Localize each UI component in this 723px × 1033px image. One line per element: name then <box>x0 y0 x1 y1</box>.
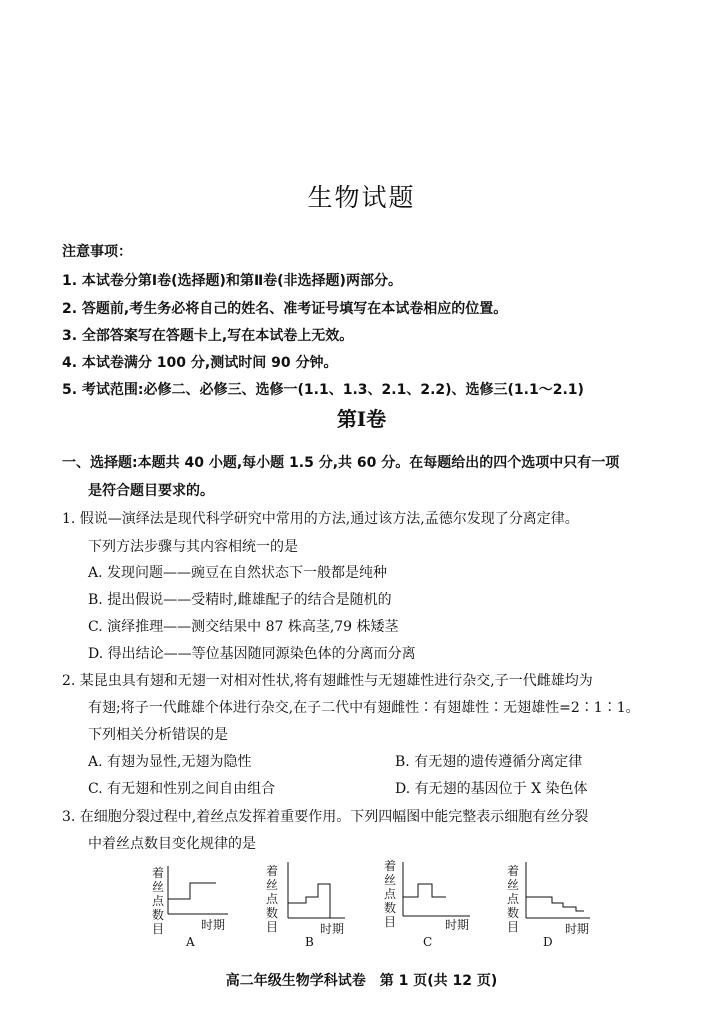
graph-a-ylabel-char: 目 <box>152 922 165 936</box>
note-item: 2. 答题前,考生务必将自己的姓名、准考证号填写在本试卷相应的位置。 <box>62 301 508 317</box>
question-1-option-a: A. 发现问题——豌豆在自然状态下一般都是纯种 <box>88 565 388 581</box>
graph-d-ylabel-char: 目 <box>507 920 520 934</box>
notes-heading: 注意事项： <box>62 244 132 260</box>
graph-d-ylabel-char: 着 <box>507 864 520 878</box>
graph-c <box>384 859 470 949</box>
graph-d-ylabel-char: 丝 <box>507 878 520 892</box>
volume-title: 第Ⅰ卷 <box>336 407 387 431</box>
graph-c-ylabel-char: 数 <box>384 901 397 915</box>
question-2-stem: 2. 某昆虫具有翅和无翅一对相对性状,将有翅雌性与无翅雄性进行杂交,子一代雌雄均为 <box>62 673 593 689</box>
question-2-option-a: A. 有翅为显性,无翅为隐性 <box>88 754 252 770</box>
question-1-stem: 1. 假说—演绎法是现代科学研究中常用的方法,通过该方法,孟德尔发现了分离定律。 <box>62 511 579 527</box>
graph-d-xlabel: 时期 <box>565 922 590 936</box>
graph-d-curve <box>526 897 584 911</box>
question-2-stem-cont2: 下列相关分析错误的是 <box>88 727 228 743</box>
graph-b-ylabel-char: 丝 <box>266 878 279 892</box>
graph-d <box>507 862 590 949</box>
note-item: 4. 本试卷满分 100 分,测试时间 90 分钟。 <box>62 355 338 371</box>
question-1-option-b: B. 提出假说——受精时,雌雄配子的结合是随机的 <box>88 592 392 608</box>
question-2-option-d: D. 有无翅的基因位于 X 染色体 <box>395 781 588 797</box>
question-2-stem-cont: 有翅;将子一代雌雄个体进行杂交,在子二代中有翅雌性∶有翅雄性∶无翅雄性=2∶1∶1。 <box>88 700 640 716</box>
question-1-option-d: D. 得出结论——等位基因随同源染色体的分离而分离 <box>88 646 416 662</box>
graph-b-curve <box>288 884 330 918</box>
graph-a <box>152 866 228 949</box>
page-title: 生物试题 <box>307 183 416 212</box>
section-instructions-cont: 是符合题目要求的。 <box>88 483 214 499</box>
graph-b-ylabel-char: 着 <box>266 864 279 878</box>
note-item: 3. 全部答案写在答题卡上,写在本试卷上无效。 <box>62 328 354 344</box>
question-1-stem-cont: 下列方法步骤与其内容相统一的是 <box>88 539 298 555</box>
graph-d-ylabel-char: 数 <box>507 906 520 920</box>
question-3-stem: 3. 在细胞分裂过程中,着丝点发挥着重要作用。下列四幅图中能完整表示细胞有丝分裂 <box>62 809 589 825</box>
note-item: 5. 考试范围:必修二、必修三、选修一(1.1、1.3、2.1、2.2)、选修三(1.1～2.1) <box>62 382 584 398</box>
page-footer: 高二年级生物学科试卷 第 1 页(共 12 页) <box>225 973 498 989</box>
graph-b-ylabel-char: 数 <box>266 906 279 920</box>
graph-b-xlabel: 时期 <box>320 922 345 936</box>
graph-d-ylabel-char: 点 <box>507 892 520 906</box>
graph-a-ylabel-char: 着 <box>152 866 165 880</box>
graph-b-ylabel-char: 目 <box>266 920 279 934</box>
graph-c-curve <box>403 884 446 897</box>
graph-a-ylabel-char: 数 <box>152 908 165 922</box>
graph-b-ylabel-char: 点 <box>266 892 279 906</box>
graph-c-label: C <box>423 935 433 949</box>
graph-c-ylabel-char: 目 <box>384 915 397 929</box>
graph-c-ylabel-char: 着 <box>384 859 397 873</box>
graph-c-ylabel-char: 丝 <box>384 873 397 887</box>
question-2-option-b: B. 有无翅的遗传遵循分离定律 <box>395 754 583 770</box>
graph-c-xlabel: 时期 <box>445 918 470 932</box>
graph-b <box>266 862 345 949</box>
graph-a-ylabel-char: 点 <box>152 894 165 908</box>
graph-c-ylabel-char: 点 <box>384 887 397 901</box>
note-item: 1. 本试卷分第Ⅰ卷(选择题)和第Ⅱ卷(非选择题)两部分。 <box>62 273 402 289</box>
question-2-option-c: C. 有无翅和性别之间自由组合 <box>88 781 276 797</box>
graph-a-xlabel: 时期 <box>201 918 226 932</box>
graph-a-curve <box>168 883 216 899</box>
question-3-stem-cont: 中着丝点数目变化规律的是 <box>88 836 256 852</box>
graph-d-label: D <box>543 935 553 949</box>
graph-a-ylabel-char: 丝 <box>152 880 165 894</box>
section-instructions: 一、选择题:本题共 40 小题,每小题 1.5 分,共 60 分。在每题给出的四个选项中只有一项 <box>62 455 620 471</box>
graph-b-label: B <box>305 935 314 949</box>
question-1-option-c: C. 演绎推理——测交结果中 87 株高茎,79 株矮茎 <box>88 619 399 635</box>
graph-a-label: A <box>186 935 195 949</box>
